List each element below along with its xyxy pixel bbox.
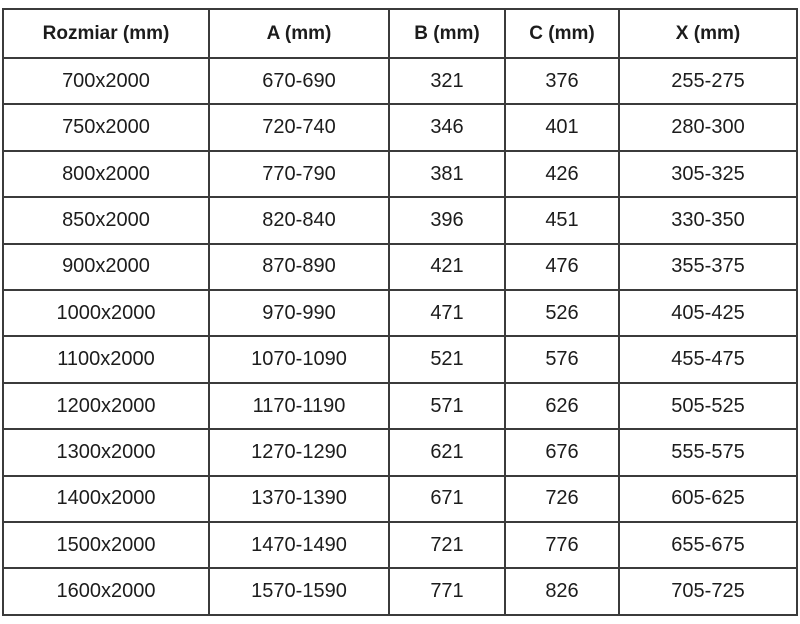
table-cell: 451 xyxy=(505,197,619,243)
table-cell: 1200x2000 xyxy=(3,383,209,429)
table-cell: 576 xyxy=(505,336,619,382)
table-cell: 571 xyxy=(389,383,505,429)
table-cell: 346 xyxy=(389,104,505,150)
table-cell: 820-840 xyxy=(209,197,389,243)
table-cell: 526 xyxy=(505,290,619,336)
table-cell: 900x2000 xyxy=(3,244,209,290)
table-cell: 1400x2000 xyxy=(3,476,209,522)
table-cell: 655-675 xyxy=(619,522,797,568)
table-cell: 381 xyxy=(389,151,505,197)
dimension-table xyxy=(2,8,798,616)
table-cell: 1170-1190 xyxy=(209,383,389,429)
table-row xyxy=(3,151,797,197)
table-cell: 1270-1290 xyxy=(209,429,389,475)
table-cell: 720-740 xyxy=(209,104,389,150)
table-cell: 1500x2000 xyxy=(3,522,209,568)
table-cell: 1600x2000 xyxy=(3,568,209,615)
table-cell: 426 xyxy=(505,151,619,197)
column-header: A (mm) xyxy=(209,9,389,58)
table-cell: 505-525 xyxy=(619,383,797,429)
table-row xyxy=(3,429,797,475)
table-cell: 850x2000 xyxy=(3,197,209,243)
table-cell: 676 xyxy=(505,429,619,475)
table-cell: 771 xyxy=(389,568,505,615)
table-row xyxy=(3,244,797,290)
table-cell: 455-475 xyxy=(619,336,797,382)
column-header: B (mm) xyxy=(389,9,505,58)
table-cell: 970-990 xyxy=(209,290,389,336)
table-cell: 605-625 xyxy=(619,476,797,522)
table-row xyxy=(3,104,797,150)
table-cell: 826 xyxy=(505,568,619,615)
table-row xyxy=(3,197,797,243)
table-cell: 355-375 xyxy=(619,244,797,290)
table-cell: 396 xyxy=(389,197,505,243)
header-row xyxy=(3,9,797,58)
table-cell: 471 xyxy=(389,290,505,336)
table-cell: 401 xyxy=(505,104,619,150)
table-cell: 421 xyxy=(389,244,505,290)
table-cell: 305-325 xyxy=(619,151,797,197)
table-cell: 870-890 xyxy=(209,244,389,290)
table-row xyxy=(3,522,797,568)
table-cell: 1570-1590 xyxy=(209,568,389,615)
table-cell: 405-425 xyxy=(619,290,797,336)
table-head xyxy=(3,9,797,58)
table-cell: 376 xyxy=(505,58,619,104)
table-body xyxy=(3,58,797,615)
table-cell: 1000x2000 xyxy=(3,290,209,336)
table-cell: 521 xyxy=(389,336,505,382)
table-row xyxy=(3,336,797,382)
table-cell: 800x2000 xyxy=(3,151,209,197)
table-cell: 705-725 xyxy=(619,568,797,615)
table-cell: 626 xyxy=(505,383,619,429)
table-row xyxy=(3,58,797,104)
table-cell: 700x2000 xyxy=(3,58,209,104)
table-cell: 776 xyxy=(505,522,619,568)
table-cell: 321 xyxy=(389,58,505,104)
column-header: C (mm) xyxy=(505,9,619,58)
table-cell: 280-300 xyxy=(619,104,797,150)
table-cell: 1370-1390 xyxy=(209,476,389,522)
table-cell: 671 xyxy=(389,476,505,522)
table-cell: 721 xyxy=(389,522,505,568)
table-row xyxy=(3,290,797,336)
table-cell: 726 xyxy=(505,476,619,522)
table-row xyxy=(3,476,797,522)
table-row xyxy=(3,568,797,615)
table-cell: 255-275 xyxy=(619,58,797,104)
table-cell: 1470-1490 xyxy=(209,522,389,568)
table-cell: 1300x2000 xyxy=(3,429,209,475)
table-cell: 1070-1090 xyxy=(209,336,389,382)
column-header: Rozmiar (mm) xyxy=(3,9,209,58)
column-header: X (mm) xyxy=(619,9,797,58)
table-cell: 476 xyxy=(505,244,619,290)
table-cell: 330-350 xyxy=(619,197,797,243)
table-cell: 770-790 xyxy=(209,151,389,197)
table-cell: 621 xyxy=(389,429,505,475)
table-cell: 1100x2000 xyxy=(3,336,209,382)
table-cell: 670-690 xyxy=(209,58,389,104)
table-row xyxy=(3,383,797,429)
table-cell: 555-575 xyxy=(619,429,797,475)
table-cell: 750x2000 xyxy=(3,104,209,150)
